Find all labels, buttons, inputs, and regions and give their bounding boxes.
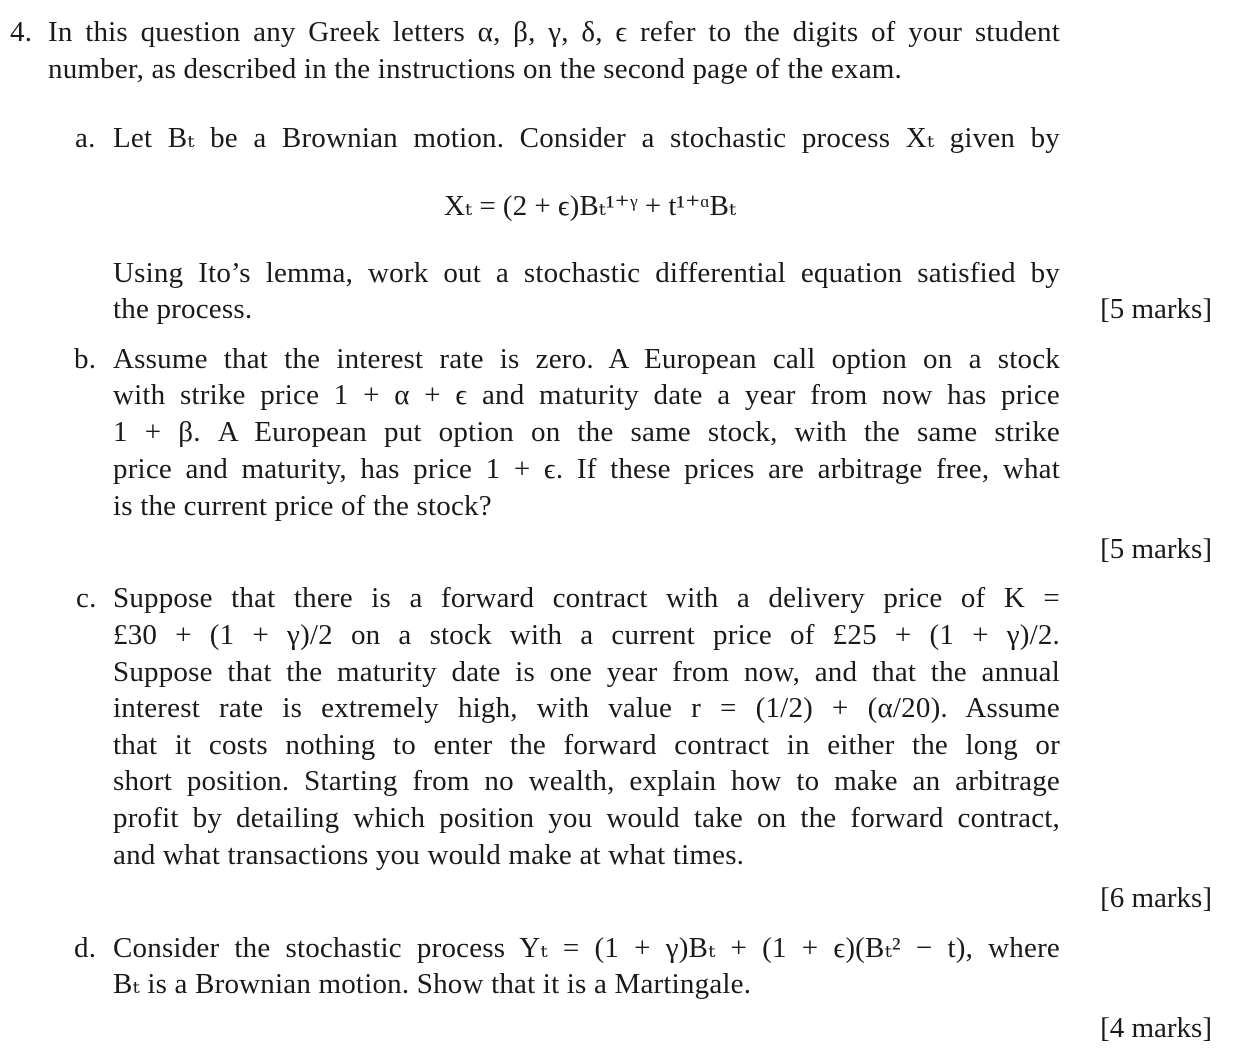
part-a-text-line: Using Ito’s lemma, work out a stochastic differential equation satisfied by xyxy=(113,257,1060,289)
part-c-text-line: profit by detailing which position you would take on the forward contract, xyxy=(113,802,1060,834)
part-b-text-line: price and maturity, has price 1 + ϵ. If these prices are arbitrage free, what xyxy=(113,453,1060,485)
part-c-text-line: and what transactions you would make at what times. xyxy=(113,839,745,871)
part-c-marks: [6 marks] xyxy=(1100,882,1212,914)
part-d-marks: [4 marks] xyxy=(1100,1012,1212,1044)
part-a-text-line: Let Bₜ be a Brownian motion. Consider a stochastic process Xₜ given by xyxy=(113,122,1060,154)
part-c-text-line: short position. Starting from no wealth, explain how to make an arbitrage xyxy=(113,765,1060,797)
part-b-text-line: with strike price 1 + α + ϵ and maturity date a year from now has price xyxy=(113,379,1060,411)
part-b-text-line: is the current price of the stock? xyxy=(113,490,492,522)
part-a-equation: Xₜ = (2 + ϵ)Bₜ¹⁺ᵞ + t¹⁺ᵅBₜ xyxy=(443,190,737,222)
part-d-text-line: Bₜ is a Brownian motion. Show that it is a Martingale. xyxy=(113,968,752,1000)
part-c-text-line: Suppose that there is a forward contract with a delivery price of K = xyxy=(113,582,1060,614)
part-c-text-line: £30 + (1 + γ)/2 on a stock with a current price of £25 + (1 + γ)/2. xyxy=(113,619,1060,651)
question-intro-line: In this question any Greek letters α, β, γ, δ, ϵ refer to the digits of your student xyxy=(48,16,1060,48)
question-intro-line: number, as described in the instructions on the second page of the exam. xyxy=(48,53,902,85)
part-b-text-line: 1 + β. A European put option on the same stock, with the same strike xyxy=(113,416,1060,448)
part-a-text-line: the process. xyxy=(113,293,253,325)
part-d-label: d. xyxy=(74,932,97,964)
part-b-text-line: Assume that the interest rate is zero. A European call option on a stock xyxy=(113,343,1060,375)
part-c-label: c. xyxy=(76,582,97,614)
part-b-marks: [5 marks] xyxy=(1100,533,1212,565)
part-c-text-line: that it costs nothing to enter the forward contract in either the long or xyxy=(113,729,1060,761)
part-a-label: a. xyxy=(75,122,96,154)
part-c-text-line: interest rate is extremely high, with value r = (1/2) + (α/20). Assume xyxy=(113,692,1060,724)
part-a-marks: [5 marks] xyxy=(1100,293,1212,325)
part-b-label: b. xyxy=(74,343,97,375)
part-c-text-line: Suppose that the maturity date is one year from now, and that the annual xyxy=(113,656,1060,688)
question-number: 4. xyxy=(10,16,33,48)
part-d-text-line: Consider the stochastic process Yₜ = (1 + γ)Bₜ + (1 + ϵ)(Bₜ² − t), where xyxy=(113,932,1060,964)
